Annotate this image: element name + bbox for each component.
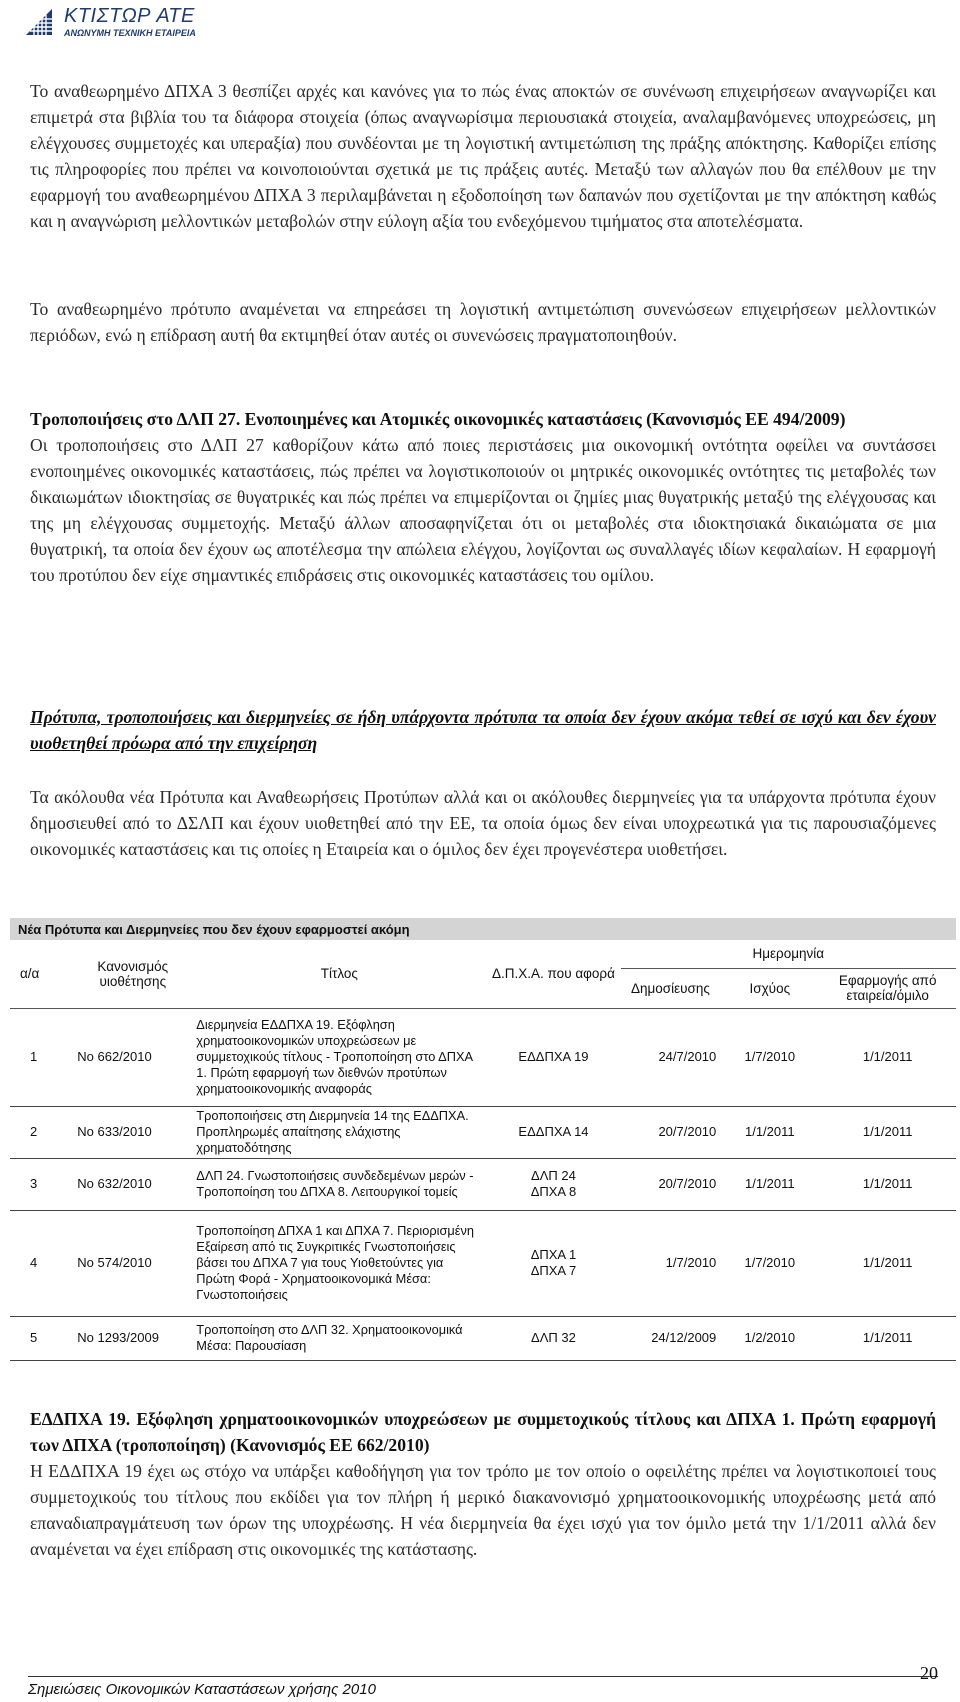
table-title: Νέα Πρότυπα και Διερμηνείες που δεν έχουν εφαρμοστεί ακόμη — [10, 918, 956, 940]
table-cell-application: 1/1/2011 — [819, 1316, 956, 1360]
table-cell-aa: 1 — [10, 1008, 73, 1106]
table-cell-effective: 1/7/2010 — [720, 1210, 819, 1316]
table-cell-application: 1/1/2011 — [819, 1008, 956, 1106]
header-publication: Δημοσίευσης — [621, 968, 721, 1008]
page-number: 20 — [920, 1663, 938, 1683]
table-cell-effective: 1/2/2010 — [720, 1316, 819, 1360]
company-logo-icon — [24, 7, 54, 37]
header-aa: α/α — [10, 940, 73, 1008]
header-title: Τίτλος — [192, 940, 486, 1008]
footer-text: Σημειώσεις Οικονομικών Καταστάσεων χρήσης 2010 — [28, 1681, 376, 1698]
company-header — [24, 4, 196, 40]
table-cell-effective: 1/1/2011 — [720, 1106, 819, 1158]
header-application: Εφαρμογής από εταιρεία/όμιλο — [819, 968, 956, 1008]
table-cell-publication: 1/7/2010 — [621, 1210, 721, 1316]
header-regulation: Κανονισμός υιοθέτησης — [73, 940, 192, 1008]
table-cell-concern: ΔΠΧΑ 1 ΔΠΧΑ 7 — [486, 1210, 620, 1316]
table-row — [10, 1210, 956, 1316]
page-footer — [28, 1663, 938, 1701]
table-cell-application: 1/1/2011 — [819, 1158, 956, 1210]
table-cell-publication: 20/7/2010 — [621, 1158, 721, 1210]
paragraph-ifrs3-impact: Το αναθεωρημένο πρότυπο αναμένεται να επηρεάσει τη λογιστική αντιμετώπιση συνενώσεων επιχειρήσεων μελλοντικών περιόδων, ενώ η επίδραση αυτή θα εκτιμηθεί όταν αυτές οι συνενώσεις πραγματοποιηθούν. — [30, 299, 936, 345]
new-standards-table-wrap — [10, 918, 956, 1361]
table-row — [10, 1316, 956, 1360]
section-ifric19-heading: ΕΔΔΠΧΑ 19. Εξόφληση χρηματοοικονομικών υποχρεώσεων με συμμετοχικούς τίτλους και ΔΠΧΑ 1. Πρώτη εφαρμογή των ΔΠΧΑ (τροποποίηση) (Κανονισμός ΕΕ 662/2010) — [30, 1409, 936, 1455]
header-concern: Δ.Π.Χ.Α. που αφορά — [486, 940, 620, 1008]
table-row — [10, 1008, 956, 1106]
new-standards-table — [10, 918, 956, 1361]
paragraph-ifrs3-intro: Το αναθεωρημένο ΔΠΧΑ 3 θεσπίζει αρχές και κανόνες για το πώς ένας αποκτών σε συνένωση επιχειρήσεων αναγνωρίζει και επιμετρά στα βιβλία του τα διάφορα στοιχεία (όπως αναγνωρίσιμα περιουσιακά στοιχεία, αναλαμβανόμενες υποχρεώσεις, μη ελέγχουσες συμμετοχές και υπεραξία) που συνδέονται με τη λογιστική αντιμετώπιση της πράξης απόκτησης. Καθορίζει επίσης τις πληροφορίες που πρέπει να κοινοποιούνται σχετικά με τις πράξεις αυτές. Μεταξύ των αλλαγών που θα επέλθουν με την εφαρμογή του αναθεωρημένου ΔΠΧΑ 3 περιλαμβάνεται η εξοδοποίηση των δαπανών που σχετίζονται με την απόκτηση καθώς και η αναγνώριση μελλοντικών μεταβολών στην εύλογη αξία του ενδεχόμενου τιμήματος στα αποτελέσματα. — [30, 81, 936, 231]
table-cell-title: Τροποποιήσεις στη Διερμηνεία 14 της ΕΔΔΠΧΑ. Προπληρωμές απαίτησης ελάχιστης χρηματοδότησης — [192, 1106, 486, 1158]
table-cell-concern: ΔΛΠ 32 — [486, 1316, 620, 1360]
header-date-group: Ημερομηνία — [621, 940, 956, 968]
table-cell-aa: 4 — [10, 1210, 73, 1316]
table-cell-aa: 5 — [10, 1316, 73, 1360]
table-cell-concern: ΕΔΔΠΧΑ 19 — [486, 1008, 620, 1106]
table-cell-title: ΔΛΠ 24. Γνωστοποιήσεις συνδεδεμένων μερών - Τροποποίηση του ΔΠΧΑ 8. Λειτουργικοί τομείς — [192, 1158, 486, 1210]
table-cell-regulation: Νο 662/2010 — [73, 1008, 192, 1106]
section-ifric19 — [30, 1406, 936, 1562]
table-cell-regulation: Νο 574/2010 — [73, 1210, 192, 1316]
table-cell-title: Τροποποίηση ΔΠΧΑ 1 και ΔΠΧΑ 7. Περιορισμένη Εξαίρεση από τις Συγκριτικές Γνωστοποιήσεις βάσει του ΔΠΧΑ 7 για τους Υιοθετούντες για Πρώτη Φορά - Χρηματοοικονομικά Μέσα: Γνωστοποιήσεις — [192, 1210, 486, 1316]
section-ias27-body: Οι τροποποιήσεις στο ΔΛΠ 27 καθορίζουν κάτω από ποιες περιστάσεις μια οικονομική οντότητα οφείλει να συντάσσει ενοποιημένες οικονομικές καταστάσεις, πώς πρέπει να λογιστικοποιούν οι μητρικές οικονομικές οντότητες τις μεταβολές των δικαιωμάτων ιδιοκτησίας σε θυγατρικές και πώς πρέπει να επιμερίζονται οι ζημίες μιας θυγατρικής μεταξύ της ελέγχουσας και της μη ελέγχουσας συμμετοχής. Μεταξύ άλλων αποσαφηνίζεται ότι οι μεταβολές στα ιδιοκτησιακά δικαιώματα σε μια θυγατρική, τα οποία δεν έχουν ως αποτέλεσμα την απώλεια ελέγχου, λογίζονται ως συναλλαγές ιδίων κεφαλαίων. Η εφαρμογή του προτύπου δεν είχε σημαντικές επιδράσεις στις οικονομικές καταστάσεις του ομίλου. — [30, 435, 936, 585]
table-cell-concern: ΕΔΔΠΧΑ 14 — [486, 1106, 620, 1158]
table-cell-application: 1/1/2011 — [819, 1210, 956, 1316]
section-ias27 — [30, 406, 936, 588]
table-row — [10, 1158, 956, 1210]
table-cell-aa: 2 — [10, 1106, 73, 1158]
table-cell-publication: 20/7/2010 — [621, 1106, 721, 1158]
table-cell-publication: 24/12/2009 — [621, 1316, 721, 1360]
table-cell-effective: 1/1/2011 — [720, 1158, 819, 1210]
company-name: ΚΤΙΣΤΩΡ ΑΤΕ — [64, 5, 195, 27]
table-cell-aa: 3 — [10, 1158, 73, 1210]
table-cell-title: Τροποποίηση στο ΔΛΠ 32. Χρηματοοικονομικά Μέσα: Παρουσίαση — [192, 1316, 486, 1360]
table-cell-publication: 24/7/2010 — [621, 1008, 721, 1106]
table-body — [10, 1008, 956, 1360]
table-cell-concern: ΔΛΠ 24 ΔΠΧΑ 8 — [486, 1158, 620, 1210]
header-effective: Ισχύος — [720, 968, 819, 1008]
table-cell-application: 1/1/2011 — [819, 1106, 956, 1158]
table-row — [10, 1106, 956, 1158]
section-ifric19-body: Η ΕΔΔΠΧΑ 19 έχει ως στόχο να υπάρξει καθοδήγηση για τον τρόπο με τον οποίο ο οφειλέτης πρέπει να λογιστικοποιεί τους συμμετοχικούς του τίτλους που εκδίδει για τον πλήρη ή μερικό διακανονισμό χρηματοοικονομικής υποχρέωσης μετά από επαναδιαπραγμάτευση των όρων της υποχρέωσης. Η νέα διερμηνεία θα έχει ισχύ για τον όμιλο μετά την 1/1/2011 αλλά δεν αναμένεται να έχει επίδραση στις οικονομικές της κατάστασης. — [30, 1461, 936, 1559]
table-cell-effective: 1/7/2010 — [720, 1008, 819, 1106]
table-cell-regulation: Νο 633/2010 — [73, 1106, 192, 1158]
table-cell-title: Διερμηνεία ΕΔΔΠΧΑ 19. Εξόφληση χρηματοοικονομικών υποχρεώσεων με συμμετοχικούς τίτλους - Τροποποίηση στο ΔΠΧΑ 1. Πρώτη εφαρμογή των διεθνών προτύπων χρηματοοικονομικής αναφοράς — [192, 1008, 486, 1106]
paragraph-new-standards-intro: Τα ακόλουθα νέα Πρότυπα και Αναθεωρήσεις Προτύπων αλλά και οι ακόλουθες διερμηνείες για τα υπάρχοντα πρότυπα έχουν δημοσιευθεί από το ΔΣΛΠ και έχουν υιοθετηθεί από την ΕΕ, τα οποία όμως δεν είναι υποχρεωτικά για τις παρουσιαζόμενες οικονομικές καταστάσεις και τις οποίες η Εταιρεία και ο όμιλος δεν έχει προγενέστερα υιοθετήσει. — [30, 787, 936, 859]
section-new-standards-heading: Πρότυπα, τροποποιήσεις και διερμηνείες σε ήδη υπάρχοντα πρότυπα τα οποία δεν έχουν ακόμα τεθεί σε ισχύ και δεν έχουν υιοθετηθεί πρόωρα από την επιχείρηση — [30, 707, 936, 753]
company-subtitle: ΑΝΩΝΥΜΗ ΤΕΧΝΙΚΗ ΕΤΑΙΡΕΙΑ — [64, 28, 196, 38]
table-cell-regulation: Νο 1293/2009 — [73, 1316, 192, 1360]
section-ias27-heading: Τροποποιήσεις στο ΔΛΠ 27. Ενοποιημένες και Ατομικές οικονομικές καταστάσεις (Κανονισμός ΕΕ 494/2009) — [30, 409, 846, 429]
table-cell-regulation: Νο 632/2010 — [73, 1158, 192, 1210]
